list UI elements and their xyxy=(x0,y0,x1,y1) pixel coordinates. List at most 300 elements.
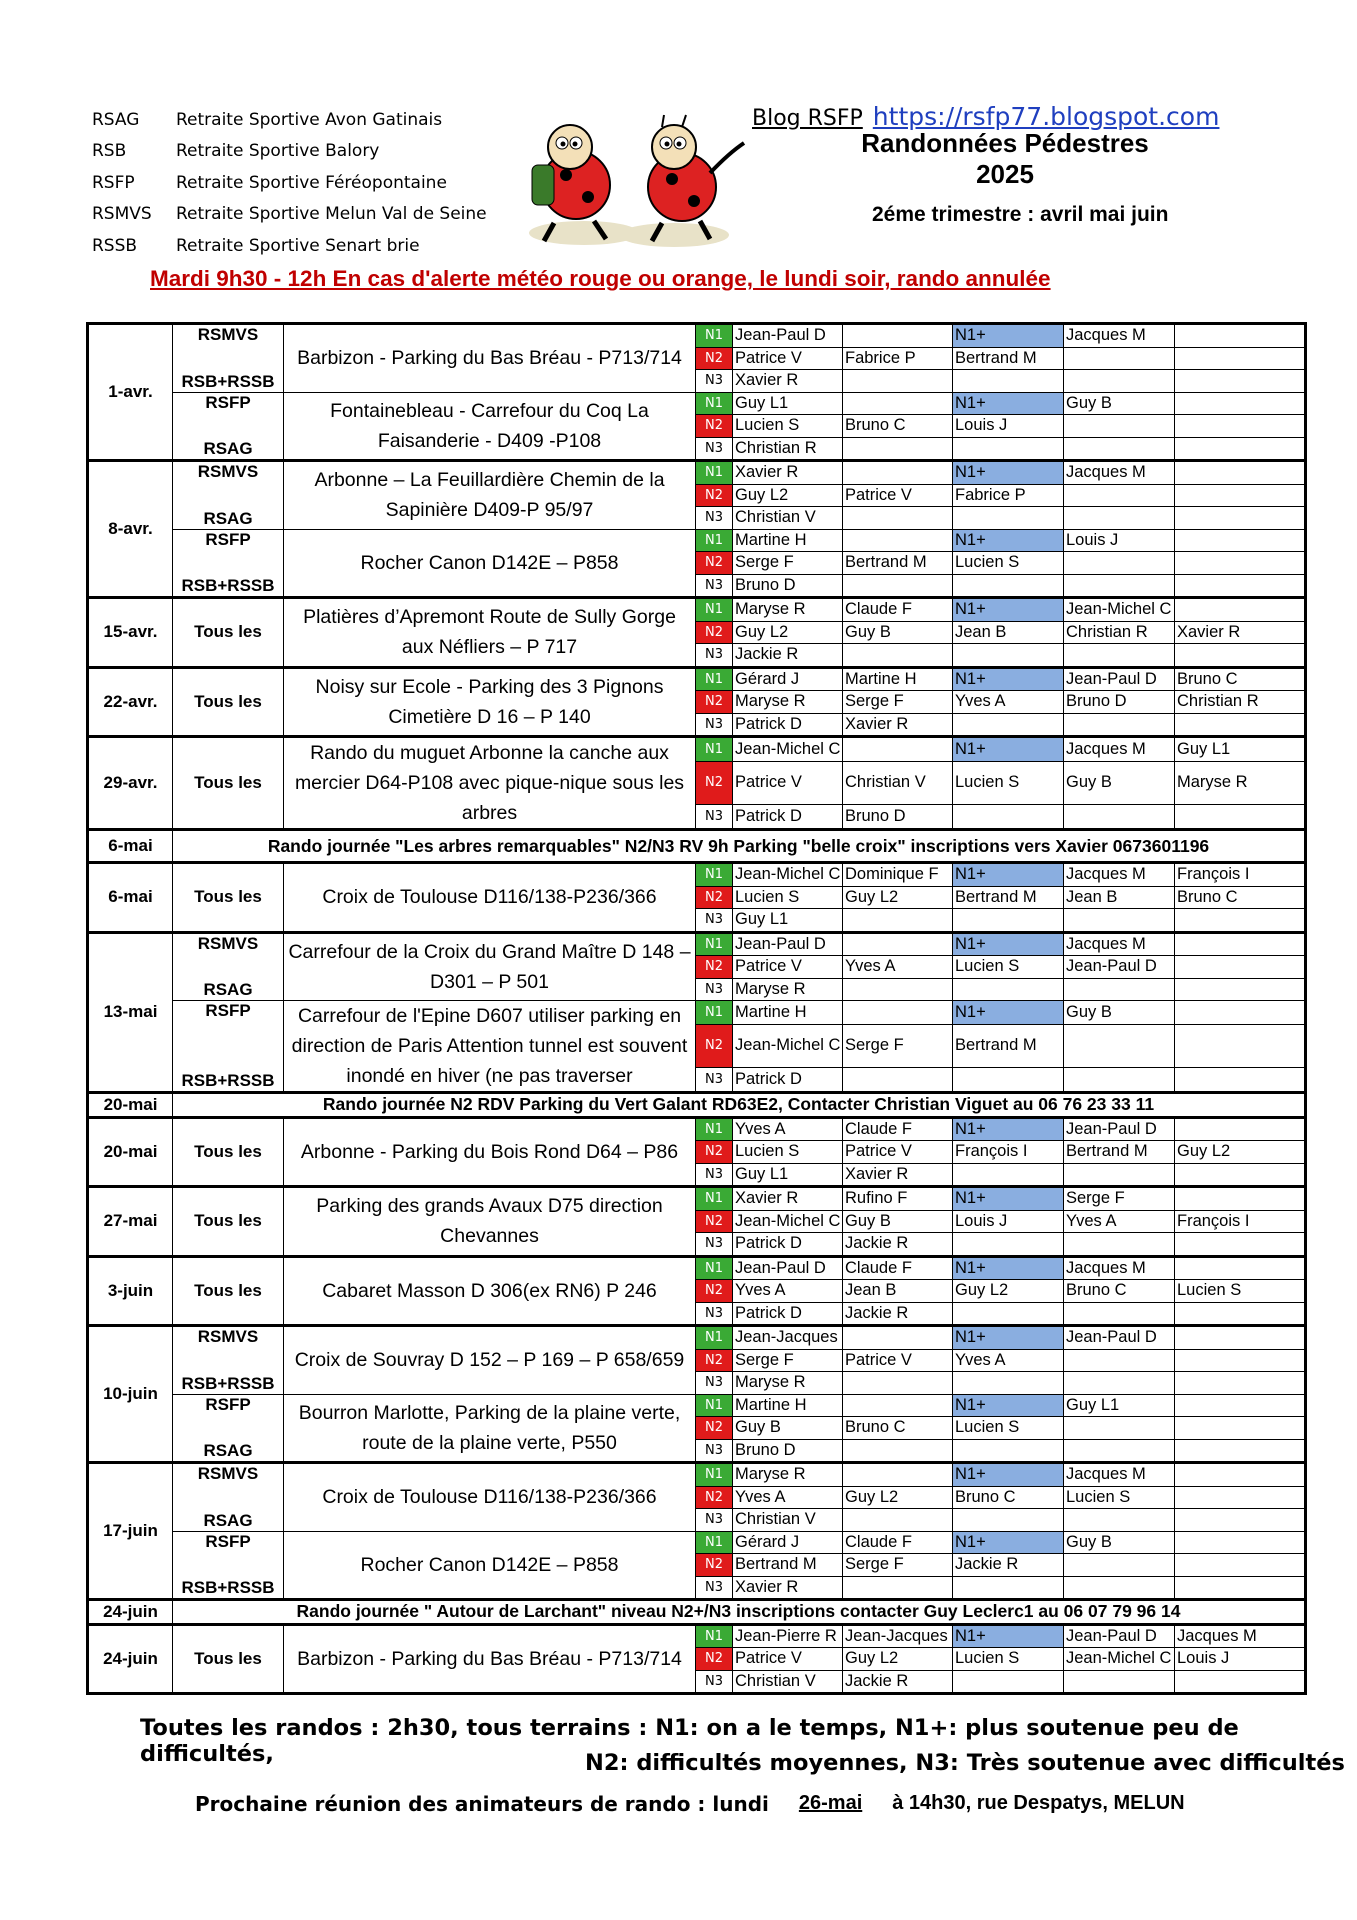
leader-cell xyxy=(1175,1439,1306,1463)
leader-cell: Jean-Michel C xyxy=(733,863,843,887)
leader-cell xyxy=(953,1372,1064,1395)
leader-cell: Jackie R xyxy=(843,1302,953,1326)
club-cell xyxy=(173,1256,284,1326)
leader-cell: Jean B xyxy=(1064,886,1175,909)
level-n3-badge: N3 xyxy=(696,1576,733,1600)
leader-cell: Jean B xyxy=(953,621,1064,644)
weather-alert-notice: Mardi 9h30 - 12h En cas d'alerte météo rouge ou orange, le lundi soir, rando annulée xyxy=(150,266,1051,291)
club-label: RSB+RSSB xyxy=(181,371,275,391)
leader-cell xyxy=(1175,1025,1306,1067)
table-row xyxy=(88,1394,1306,1417)
leader-cell xyxy=(1175,347,1306,370)
leader-cell xyxy=(1064,507,1175,530)
leader-cell: Jacques M xyxy=(1064,737,1175,762)
level-n3-badge: N3 xyxy=(696,1233,733,1257)
leader-cell xyxy=(953,1509,1064,1532)
leader-cell: Patrice V xyxy=(843,484,953,507)
leader-cell: Yves A xyxy=(1064,1210,1175,1233)
leader-cell: Christian V xyxy=(733,507,843,530)
leader-cell xyxy=(843,437,953,461)
club-cell xyxy=(173,461,284,530)
leader-cell xyxy=(1175,529,1306,552)
leader-cell: Guy L2 xyxy=(1175,1141,1306,1164)
leader-cell: Guy L2 xyxy=(843,1648,953,1671)
level-n2-badge: N2 xyxy=(696,1349,733,1372)
leader-cell: Serge F xyxy=(843,691,953,714)
leader-cell xyxy=(843,1067,953,1092)
leader-cell: Guy B xyxy=(843,621,953,644)
page-title xyxy=(850,128,1160,190)
leader-cell: Jacques M xyxy=(1064,1463,1175,1487)
level-n1plus-badge: N1+ xyxy=(953,392,1064,415)
leader-cell: Bruno C xyxy=(1175,667,1306,691)
leader-cell: Bertrand M xyxy=(953,1025,1064,1067)
leader-cell xyxy=(1175,956,1306,979)
leader-cell xyxy=(1064,437,1175,461)
leader-cell xyxy=(1064,644,1175,668)
leader-cell: Patrice V xyxy=(733,347,843,370)
table-row xyxy=(88,324,1306,348)
club-label: RSB+RSSB xyxy=(181,1071,275,1090)
level-n3-badge: N3 xyxy=(696,909,733,933)
leader-cell xyxy=(843,392,953,415)
leader-cell: Bruno D xyxy=(1064,691,1175,714)
leader-cell: Guy L1 xyxy=(733,909,843,933)
meeting-place-cell: Croix de Toulouse D116/138-P236/366 xyxy=(284,863,696,933)
club-label: RSAG xyxy=(203,1441,253,1460)
date-cell: 1-avr. xyxy=(88,324,173,461)
level-n2-badge: N2 xyxy=(696,762,733,804)
meeting-place-cell: Fontainebleau - Carrefour du Coq La Faisanderie - D409 -P108 xyxy=(284,392,696,461)
leader-cell: Jackie R xyxy=(843,1670,953,1694)
level-n1-badge: N1 xyxy=(696,737,733,762)
level-n1-badge: N1 xyxy=(696,598,733,622)
meeting-place-cell: Croix de Souvray D 152 – P 169 – P 658/659 xyxy=(284,1326,696,1395)
club-label: RSAG xyxy=(203,508,253,528)
level-n3-badge: N3 xyxy=(696,370,733,393)
table-row xyxy=(88,737,1306,762)
table-row xyxy=(88,1093,1306,1118)
leader-cell: Xavier R xyxy=(733,370,843,393)
date-cell: 6-mai xyxy=(88,863,173,933)
leader-cell: Christian R xyxy=(733,437,843,461)
meeting-place-cell: Carrefour de la Croix du Grand Maître D 148 – D301 – P 501 xyxy=(284,932,696,1001)
leader-cell: Jean-Michel C xyxy=(1064,598,1175,622)
leader-cell: Guy L1 xyxy=(1175,737,1306,762)
leader-cell: François I xyxy=(953,1141,1064,1164)
leader-cell xyxy=(1175,1349,1306,1372)
leader-cell: Jean-Paul D xyxy=(733,932,843,956)
leader-cell: Claude F xyxy=(843,1256,953,1280)
leader-cell xyxy=(953,909,1064,933)
leader-cell: Yves A xyxy=(733,1280,843,1303)
leader-cell xyxy=(843,461,953,485)
level-n2-badge: N2 xyxy=(696,1280,733,1303)
level-n3-badge: N3 xyxy=(696,713,733,737)
blog-url-link[interactable]: https://rsfp77.blogspot.com xyxy=(872,102,1220,131)
leader-cell: Jackie R xyxy=(953,1554,1064,1577)
legend-abbr: RSAG xyxy=(92,109,140,130)
club-label: RSAG xyxy=(203,980,253,999)
leader-cell: Bertrand M xyxy=(953,347,1064,370)
date-cell: 22-avr. xyxy=(88,667,173,737)
leader-cell xyxy=(953,804,1064,829)
leader-cell: Serge F xyxy=(1064,1187,1175,1211)
level-n2-badge: N2 xyxy=(696,484,733,507)
date-cell: 27-mai xyxy=(88,1187,173,1257)
level-n1plus-badge: N1+ xyxy=(953,667,1064,691)
club-label: Tous les xyxy=(194,622,262,642)
leader-cell xyxy=(953,370,1064,393)
leader-cell: Lucien S xyxy=(733,886,843,909)
level-n1plus-badge: N1+ xyxy=(953,1394,1064,1417)
leader-cell: Bertrand M xyxy=(843,552,953,575)
club-label: RSMVS xyxy=(197,1327,259,1346)
leader-cell: Patrice V xyxy=(733,762,843,804)
leader-cell xyxy=(1175,461,1306,485)
leader-cell xyxy=(1175,1326,1306,1350)
meeting-label: Prochaine réunion des animateurs de rando : lundi xyxy=(195,1792,769,1816)
club-cell xyxy=(173,1531,284,1600)
leader-cell: Bruno C xyxy=(1064,1280,1175,1303)
level-n1plus-badge: N1+ xyxy=(953,1624,1064,1648)
leader-cell: Guy B xyxy=(843,1210,953,1233)
date-cell: 3-juin xyxy=(88,1256,173,1326)
level-n1-badge: N1 xyxy=(696,1001,733,1025)
leader-cell xyxy=(1175,1486,1306,1509)
leader-cell: Maryse R xyxy=(733,978,843,1001)
leader-cell: Jean-Michel C xyxy=(733,737,843,762)
leader-cell: Jackie R xyxy=(733,644,843,668)
leader-cell: Maryse R xyxy=(1175,762,1306,804)
table-row xyxy=(88,461,1306,485)
level-n2-badge: N2 xyxy=(696,1486,733,1509)
table-row xyxy=(88,529,1306,552)
leader-cell: Xavier R xyxy=(733,1187,843,1211)
leader-cell: Gérard J xyxy=(733,1531,843,1554)
level-n1-badge: N1 xyxy=(696,1463,733,1487)
meeting-place-cell: Croix de Toulouse D116/138-P236/366 xyxy=(284,1463,696,1532)
club-cell xyxy=(173,1326,284,1395)
leader-cell: Lucien S xyxy=(953,1417,1064,1440)
leader-cell xyxy=(843,1001,953,1025)
leader-cell: Xavier R xyxy=(733,461,843,485)
club-label: RSB+RSSB xyxy=(181,1373,275,1393)
level-n1-badge: N1 xyxy=(696,461,733,485)
leader-cell: Lucien S xyxy=(953,552,1064,575)
date-cell: 15-avr. xyxy=(88,598,173,668)
leader-cell xyxy=(1175,978,1306,1001)
club-cell xyxy=(173,598,284,668)
level-n1-badge: N1 xyxy=(696,667,733,691)
leader-cell xyxy=(843,529,953,552)
leader-cell xyxy=(1175,507,1306,530)
leader-cell xyxy=(1175,1163,1306,1187)
leader-cell: Christian V xyxy=(733,1509,843,1532)
leader-cell xyxy=(1064,415,1175,438)
club-label: Tous les xyxy=(194,887,262,907)
leader-cell: Jean-Paul D xyxy=(1064,956,1175,979)
day-hike-notice: Rando journée "Les arbres remarquables" N2/N3 RV 9h Parking "belle croix" inscriptions vers Xavier 0673601196 xyxy=(173,830,1306,863)
leader-cell xyxy=(843,324,953,348)
level-n2-badge: N2 xyxy=(696,1417,733,1440)
leader-cell xyxy=(1064,1509,1175,1532)
level-n1plus-badge: N1+ xyxy=(953,461,1064,485)
leader-cell: Guy L2 xyxy=(733,621,843,644)
leader-cell: Maryse R xyxy=(733,1372,843,1395)
leader-cell xyxy=(953,978,1064,1001)
leader-cell xyxy=(1064,1025,1175,1067)
leader-cell: Lucien S xyxy=(733,415,843,438)
leader-cell xyxy=(1064,1439,1175,1463)
leader-cell: Christian V xyxy=(733,1670,843,1694)
meeting-place-cell: Parking des grands Avaux D75 direction Chevannes xyxy=(284,1187,696,1257)
club-cell xyxy=(173,737,284,830)
club-label: RSFP xyxy=(205,1394,251,1414)
level-n3-badge: N3 xyxy=(696,1302,733,1326)
leader-cell: Patrick D xyxy=(733,1067,843,1092)
leader-cell: Maryse R xyxy=(733,691,843,714)
leader-cell: Louis J xyxy=(953,1210,1064,1233)
leader-cell: Guy L1 xyxy=(1064,1394,1175,1417)
table-row xyxy=(88,863,1306,887)
leader-cell xyxy=(953,1233,1064,1257)
leader-cell: Jean-Paul D xyxy=(1064,667,1175,691)
leader-cell xyxy=(1175,598,1306,622)
leader-cell xyxy=(1175,324,1306,348)
leader-cell: Jean-Paul D xyxy=(1064,1326,1175,1350)
club-label: RSFP xyxy=(205,529,251,549)
leader-cell xyxy=(843,978,953,1001)
leader-cell: Christian R xyxy=(1175,691,1306,714)
level-n1plus-badge: N1+ xyxy=(953,1326,1064,1350)
leader-cell xyxy=(1064,909,1175,933)
club-label: RSFP xyxy=(205,1001,251,1020)
leader-cell: Guy L1 xyxy=(733,392,843,415)
leader-cell: Lucien S xyxy=(953,956,1064,979)
leader-cell: Jean-Paul D xyxy=(733,1256,843,1280)
level-n2-badge: N2 xyxy=(696,415,733,438)
leader-cell xyxy=(1175,370,1306,393)
leader-cell: Rufino F xyxy=(843,1187,953,1211)
leader-cell xyxy=(843,932,953,956)
leader-cell: Jacques M xyxy=(1064,863,1175,887)
level-n2-badge: N2 xyxy=(696,621,733,644)
date-cell: 20-mai xyxy=(88,1093,173,1118)
level-n1-badge: N1 xyxy=(696,1187,733,1211)
blog-link-line xyxy=(752,102,1219,131)
leader-cell: Dominique F xyxy=(843,863,953,887)
trimestre-label: 2éme trimestre : avril mai juin xyxy=(872,203,1169,226)
level-n3-badge: N3 xyxy=(696,574,733,598)
leader-cell: Fabrice P xyxy=(843,347,953,370)
leader-cell: Jean-Michel C xyxy=(733,1210,843,1233)
meeting-place-cell: Rocher Canon D142E – P858 xyxy=(284,1531,696,1600)
leader-cell: Serge F xyxy=(843,1554,953,1577)
leader-cell: Yves A xyxy=(733,1117,843,1141)
leader-cell xyxy=(953,713,1064,737)
legend-name: Retraite Sportive Balory xyxy=(176,141,380,162)
schedule-table xyxy=(86,322,1307,1695)
date-cell: 24-juin xyxy=(88,1624,173,1694)
level-n2-badge: N2 xyxy=(696,886,733,909)
leader-cell xyxy=(1064,1302,1175,1326)
leader-cell xyxy=(1175,1417,1306,1440)
date-cell: 13-mai xyxy=(88,932,173,1093)
club-cell xyxy=(173,1117,284,1187)
leader-cell: Guy L2 xyxy=(953,1280,1064,1303)
level-n1plus-badge: N1+ xyxy=(953,1117,1064,1141)
level-n3-badge: N3 xyxy=(696,978,733,1001)
table-row xyxy=(88,392,1306,415)
leader-cell: Serge F xyxy=(733,552,843,575)
level-n1-badge: N1 xyxy=(696,1326,733,1350)
leader-cell: Jean-Jacques xyxy=(733,1326,843,1350)
legend-row xyxy=(92,104,487,136)
leader-cell: Serge F xyxy=(843,1025,953,1067)
leader-cell: Jacques M xyxy=(1064,1256,1175,1280)
leader-cell xyxy=(843,737,953,762)
leader-cell xyxy=(1175,1372,1306,1395)
legend-name: Retraite Sportive Senart brie xyxy=(176,235,420,256)
table-row xyxy=(88,1187,1306,1211)
table-row xyxy=(88,1463,1306,1487)
leader-cell: Xavier R xyxy=(843,1163,953,1187)
club-cell xyxy=(173,863,284,933)
club-label: RSB+RSSB xyxy=(181,576,275,595)
leader-cell: Guy L2 xyxy=(843,886,953,909)
leader-cell xyxy=(1064,1417,1175,1440)
club-label: Tous les xyxy=(194,691,262,711)
table-row xyxy=(88,1600,1306,1625)
meeting-place-cell: Cabaret Masson D 306(ex RN6) P 246 xyxy=(284,1256,696,1326)
leader-cell xyxy=(843,1576,953,1600)
leader-cell: Patrick D xyxy=(733,713,843,737)
club-cell xyxy=(173,1187,284,1257)
leader-cell: Jean-Paul D xyxy=(1064,1117,1175,1141)
leader-cell: Jean-Paul D xyxy=(1064,1624,1175,1648)
table-row xyxy=(88,1001,1306,1025)
level-n1plus-badge: N1+ xyxy=(953,598,1064,622)
club-cell xyxy=(173,324,284,393)
leader-cell: Jean-Jacques xyxy=(843,1624,953,1648)
meeting-date: 26-mai xyxy=(798,1792,863,1814)
level-n1plus-badge: N1+ xyxy=(953,863,1064,887)
leader-cell: Jean-Paul D xyxy=(733,324,843,348)
leader-cell: Martine H xyxy=(733,1394,843,1417)
leader-cell: Claude F xyxy=(843,598,953,622)
leader-cell: Yves A xyxy=(953,691,1064,714)
leader-cell xyxy=(1175,804,1306,829)
leader-cell xyxy=(843,370,953,393)
club-label: Tous les xyxy=(194,1648,262,1668)
level-n1-badge: N1 xyxy=(696,392,733,415)
level-n3-badge: N3 xyxy=(696,644,733,668)
leader-cell: Patrick D xyxy=(733,1302,843,1326)
level-n2-badge: N2 xyxy=(696,347,733,370)
leader-cell: Yves A xyxy=(843,956,953,979)
leader-cell: Bertrand M xyxy=(733,1554,843,1577)
date-cell: 24-juin xyxy=(88,1600,173,1625)
leader-cell xyxy=(1175,932,1306,956)
leader-cell: Bruno D xyxy=(733,1439,843,1463)
level-n2-badge: N2 xyxy=(696,956,733,979)
club-cell xyxy=(173,392,284,461)
leader-cell: Jean B xyxy=(843,1280,953,1303)
leader-cell: Lucien S xyxy=(953,1648,1064,1671)
leader-cell: Xavier R xyxy=(1175,621,1306,644)
leader-cell: Martine H xyxy=(733,529,843,552)
club-label: RSFP xyxy=(205,392,251,412)
leader-cell: Yves A xyxy=(733,1486,843,1509)
level-n1-badge: N1 xyxy=(696,932,733,956)
leader-cell: Jacques M xyxy=(1175,1624,1306,1648)
leader-cell xyxy=(1175,484,1306,507)
leader-cell xyxy=(1175,1187,1306,1211)
leader-cell: François I xyxy=(1175,863,1306,887)
level-n2-badge: N2 xyxy=(696,1648,733,1671)
leader-cell xyxy=(1064,552,1175,575)
leader-cell: Guy L2 xyxy=(733,484,843,507)
leader-cell: Jacques M xyxy=(1064,324,1175,348)
leader-cell: Maryse R xyxy=(733,598,843,622)
club-label: Tous les xyxy=(194,1141,262,1161)
table-row xyxy=(88,598,1306,622)
leader-cell xyxy=(1175,1531,1306,1554)
club-label: RSMVS xyxy=(197,325,259,344)
club-label: RSMVS xyxy=(197,462,259,481)
leader-cell xyxy=(1064,713,1175,737)
date-cell: 20-mai xyxy=(88,1117,173,1187)
leader-cell xyxy=(953,644,1064,668)
title-year: 2025 xyxy=(976,159,1034,189)
leader-cell: Patrice V xyxy=(733,956,843,979)
leader-cell: Jean-Michel C xyxy=(1064,1648,1175,1671)
club-label: RSAG xyxy=(203,439,253,458)
leader-cell: Jean-Pierre R xyxy=(733,1624,843,1648)
leader-cell: Guy B xyxy=(1064,1531,1175,1554)
legend-abbr: RSSB xyxy=(92,235,138,256)
leader-cell xyxy=(953,437,1064,461)
date-cell: 29-avr. xyxy=(88,737,173,830)
day-hike-notice: Rando journée N2 RDV Parking du Vert Galant RD63E2, Contacter Christian Viguet au 06 76 23 33 11 xyxy=(173,1093,1306,1118)
leader-cell xyxy=(1175,552,1306,575)
level-n2-badge: N2 xyxy=(696,1025,733,1067)
meeting-place-cell: Platières d’Apremont Route de Sully Gorge aux Néfliers – P 717 xyxy=(284,598,696,668)
leader-cell: Christian R xyxy=(1064,621,1175,644)
level-n1-badge: N1 xyxy=(696,324,733,348)
leader-cell xyxy=(1064,1163,1175,1187)
club-cell xyxy=(173,932,284,1001)
leader-cell: Christian V xyxy=(843,762,953,804)
leader-cell: Lucien S xyxy=(1175,1280,1306,1303)
leader-cell: Patrice V xyxy=(843,1349,953,1372)
leader-cell: Gérard J xyxy=(733,667,843,691)
level-n3-badge: N3 xyxy=(696,1439,733,1463)
leader-cell xyxy=(843,1372,953,1395)
leader-cell xyxy=(1175,1001,1306,1025)
leader-cell xyxy=(843,909,953,933)
level-n2-badge: N2 xyxy=(696,691,733,714)
level-n3-badge: N3 xyxy=(696,1163,733,1187)
level-n3-badge: N3 xyxy=(696,437,733,461)
table-row xyxy=(88,1117,1306,1141)
leader-cell xyxy=(843,1509,953,1532)
leader-cell: Serge F xyxy=(733,1349,843,1372)
leader-cell: Bruno C xyxy=(843,1417,953,1440)
table-row xyxy=(88,1531,1306,1554)
level-n2-badge: N2 xyxy=(696,552,733,575)
